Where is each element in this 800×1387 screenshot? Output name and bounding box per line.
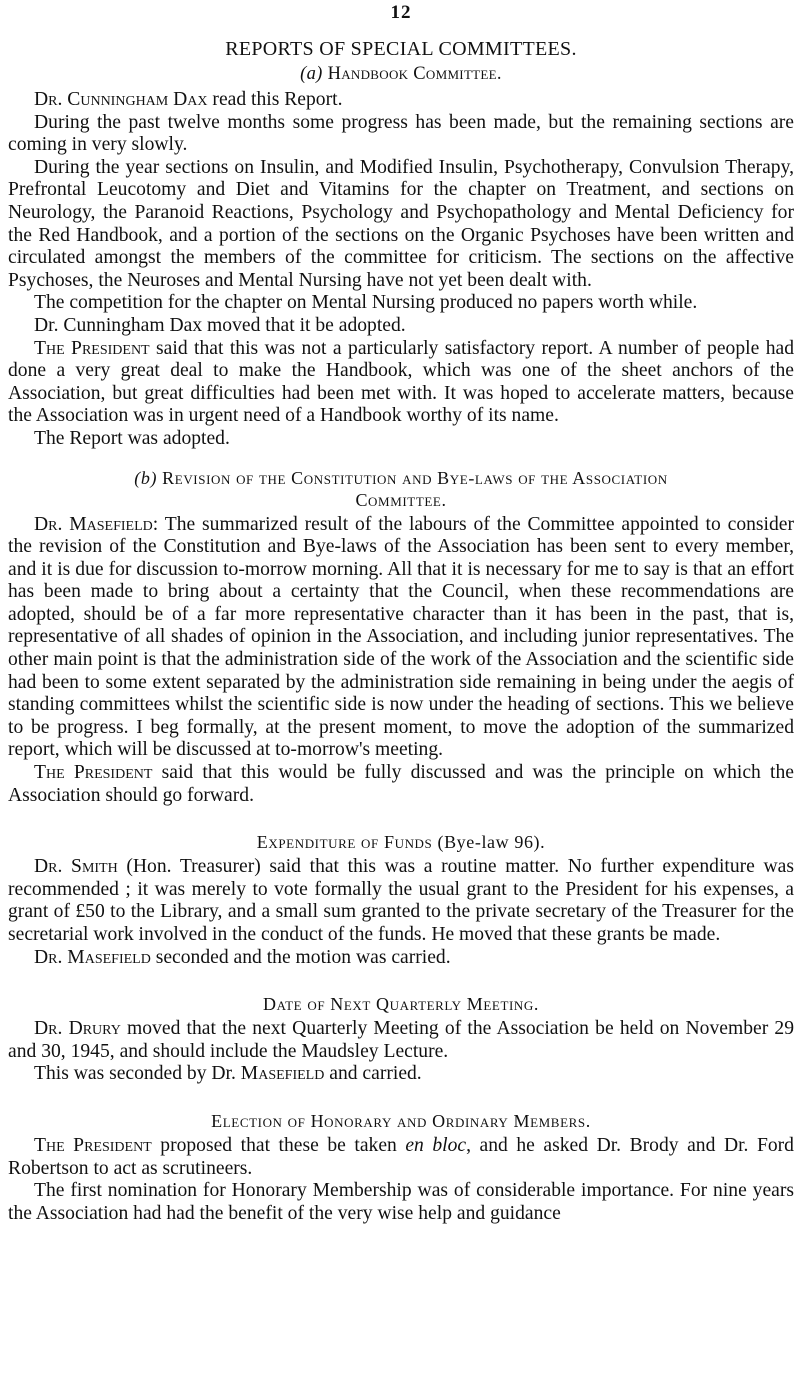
section-a-paragraph-1: Dr. Cunningham Dax read this Report. bbox=[34, 89, 343, 110]
expenditure-paragraph-2: Dr. Masefield seconded and the motion was carried. bbox=[34, 946, 451, 968]
speaker-name: The President bbox=[34, 1134, 152, 1156]
expenditure-paragraph-1: Dr. Smith (Hon. Treasurer) said that this was a routine matter. No further expenditure was recommended ; it was merely to vote formally the usual grant to the President for his expenses, a grant of £50 to the Library, and a small sum granted to the private secretary of the Treasurer for the secretarial work involved in the conduct of the funds. He moved that these grants be made. bbox=[8, 856, 794, 945]
speaker-name: Dr. Drury bbox=[34, 1018, 121, 1040]
main-heading: REPORTS OF SPECIAL COMMITTEES. bbox=[225, 38, 577, 60]
section-a-paragraph-7: The Report was adopted. bbox=[34, 427, 230, 449]
speaker-name: The President bbox=[34, 762, 153, 784]
section-b-title-line-2: Committee. bbox=[355, 489, 447, 510]
section-a-paragraph-2: During the past twelve months some progress has been made, but the remaining sections are coming in very slowly. bbox=[8, 111, 794, 156]
expenditure-title: Expenditure of Funds bbox=[256, 832, 433, 853]
page-number: 12 bbox=[390, 2, 412, 23]
section-a-paragraph-6: The President said that this was not a particularly satisfactory report. A number of people had done a very great deal to make the Handbook, which was one of the sheet anchors of the Association, but great difficulties had been met with. It was hoped to accelerate matters, because the Association was in urgent need of a Handbook worthy of its name. bbox=[8, 337, 794, 427]
speaker-name: Dr. Smith bbox=[34, 856, 118, 878]
election-paragraph-2: The first nomination for Honorary Membership was of considerable importance. For nine years the Association had had the benefit of the very wise help and guidance bbox=[8, 1180, 794, 1224]
next-meeting-heading: Date of Next Quarterly Meeting. bbox=[263, 994, 539, 1015]
section-a-paragraph-4: The competition for the chapter on Mental Nursing produced no papers worth while. bbox=[34, 292, 698, 314]
section-b-heading bbox=[8, 467, 794, 511]
section-a-paragraph-5: Dr. Cunningham Dax moved that it be adopted. bbox=[34, 314, 406, 336]
speaker-name: Masefield bbox=[240, 1063, 325, 1085]
speaker-name: Dr. Masefield bbox=[34, 946, 151, 968]
section-a-title: Handbook Committee. bbox=[327, 64, 502, 84]
speaker-name: The President bbox=[34, 337, 150, 359]
section-b-title-line-1: Revision of the Constitution and Bye-laws of the Association bbox=[162, 467, 668, 488]
section-a-heading bbox=[8, 64, 794, 85]
expenditure-heading: Expenditure of Funds (Bye-law 96). bbox=[256, 832, 546, 853]
next-meeting-paragraph-1: Dr. Drury moved that the next Quarterly Meeting of the Association be held on November 29 and 30, 1945, and should include the Maudsley Lecture. bbox=[8, 1018, 795, 1062]
section-b-paragraph-2: The President said that this would be fully discussed and was the principle on which the Association should go forward. bbox=[8, 762, 794, 806]
section-a-label: (a) bbox=[300, 64, 323, 84]
election-paragraph-1: The President proposed that these be taken en bloc, and he asked Dr. Brody and Dr. Ford Robertson to act as scrutineers. bbox=[8, 1134, 794, 1179]
speaker-name: Dr. Cunningham Dax bbox=[34, 89, 208, 110]
speaker-name: Dr. Masefield bbox=[34, 513, 153, 535]
next-meeting-paragraph-2: This was seconded by Dr. Masefield and carried. bbox=[34, 1063, 422, 1085]
election-heading: Election of Honorary and Ordinary Members. bbox=[211, 1110, 591, 1131]
section-b-paragraph-1: Dr. Masefield: The summarized result of the labours of the Committee appointed to consider the revision of the Constitution and Bye-laws of the Association has been sent to every member, and it is due for discussion to-morrow morning. All that it is necessary for me to say is that an effort has been made to bring about a certainty that the Council, when these recommendations are adopted, should be of a far more representative character than it has been in the past, that is, representative of all shades of opinion in the Association, and including junior representatives. The other main point is that the administration side of the work of the Association and the scientific side had been to some extent separated by the administration side remaining in being under the aegis of standing committees whilst the scientific side is now under the heading of sections. This we believe to be progress. I beg formally, at the present moment, to move the adoption of the summarized report, which will be discussed at to-morrow's meeting. bbox=[8, 513, 794, 761]
document-page bbox=[8, 0, 794, 1225]
section-a-paragraph-3: During the year sections on Insulin, and Modified Insulin, Psychotherapy, Convulsion Therapy, Prefrontal Leucotomy and Diet and Vitamins for the chapter on Treatment, and sections on Neurology, the Paranoid Reactions, Psychology and Psychopathology and Mental Deficiency for the Red Handbook, and a portion of the sections on the Organic Psychoses have been written and circulated amongst the members of the committee for criticism. The sections on the affective Psychoses, the Neuroses and Mental Nursing have not yet been dealt with. bbox=[8, 156, 794, 291]
section-b-label: (b) bbox=[134, 467, 158, 488]
